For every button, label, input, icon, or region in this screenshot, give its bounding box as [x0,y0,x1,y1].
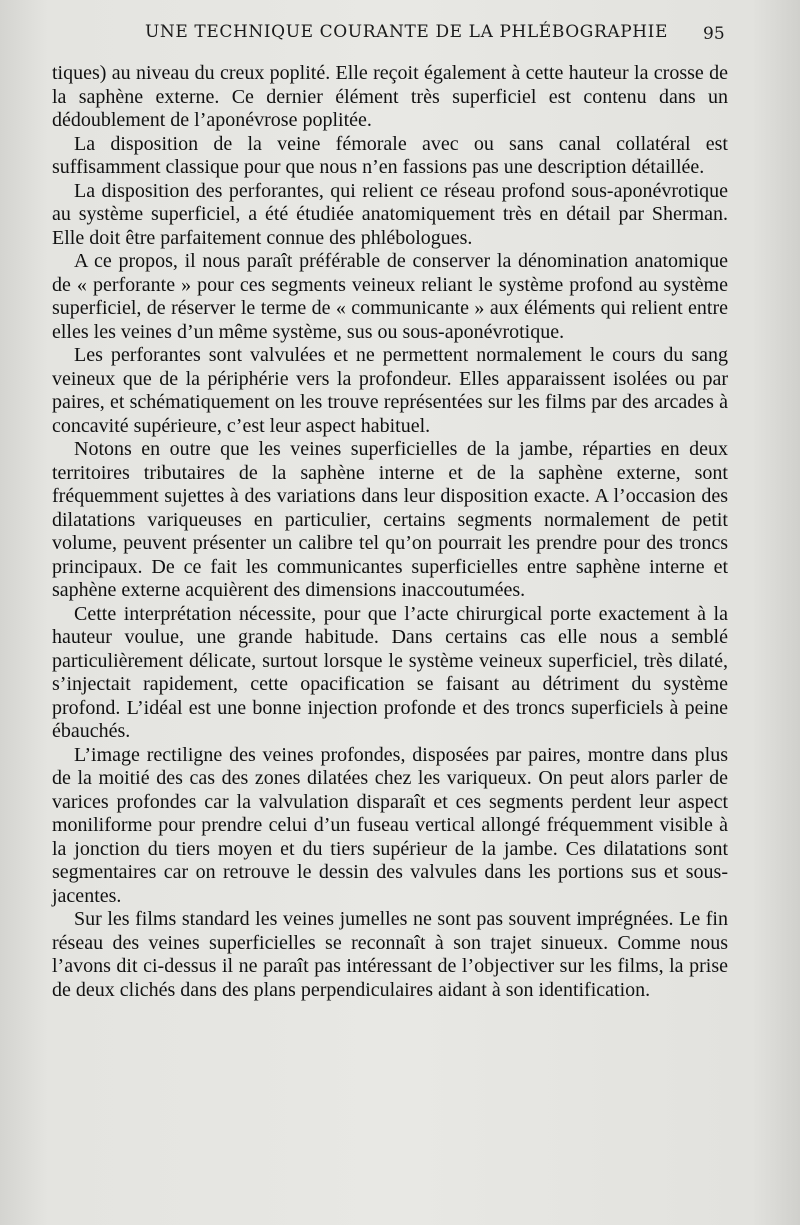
paragraph-6: Notons en outre que les veines superficielles de la jambe, réparties en deux territoires tributaires de la saphène interne et de la saphène externe, sont fréquemment sujettes à des variations dans leur disposition exacte. A l’occasion des dilatations variqueuses en particulier, certains segments normalement de petit volume, peuvent présenter un calibre tel qu’on pourrait les prendre pour des troncs principaux. De ce fait les communicantes superficielles entre saphène interne et saphène externe acquièrent des dimensions inaccoutumées. [52,438,728,601]
page-number: 95 [703,24,725,44]
page-header [0,20,800,50]
paragraph-1: tiques) au niveau du creux poplité. Elle reçoit également à cette hauteur la crosse de la saphène externe. Ce dernier élément très superficiel est contenu dans un dédoublement de l’aponévrose poplitée. [52,62,728,131]
paragraph-5: Les perforantes sont valvulées et ne permettent normalement le cours du sang veineux que de la périphérie vers la profondeur. Elles apparaissent isolées ou par paires, et schématiquement on les trouve représentées sur les films par des arcades à concavité supérieure, c’est leur aspect habituel. [52,344,728,437]
paragraph-4: A ce propos, il nous paraît préférable de conserver la dénomination anatomique de « perforante » pour ces segments veineux reliant le système profond au système superficiel, de réserver le terme de « communicante » aux éléments qui relient entre elles les veines d’un même système, sus ou sous-aponévrotique. [52,250,728,343]
body-text [52,62,728,1002]
paragraph-8: L’image rectiligne des veines profondes, disposées par paires, montre dans plus de la moitié des cas des zones dilatées chez les variqueux. On peut alors parler de varices profondes car la valvulation disparaît et ces segments perdent leur aspect moniliforme pour prendre celui d’un fuseau vertical allongé fréquemment visible à la jonction du tiers moyen et du tiers supérieur de la jambe. Ces dilatations sont segmentaires car on retrouve le dessin des valvules dans les portions sus et sous-jacentes. [52,743,728,907]
paragraph-3: La disposition des perforantes, qui relient ce réseau profond sous-aponévrotique au système superficiel, a été étudiée anatomiquement très en détail par Sherman. Elle doit être parfaitement connue des phlébologues. [52,179,728,249]
paragraph-9: Sur les films standard les veines jumelles ne sont pas souvent imprégnées. Le fin réseau des veines superficielles se reconnaît à son trajet sinueux. Comme nous l’avons dit ci-dessus il ne paraît pas intéressant de l’objectiver sur les films, la prise de deux clichés dans des plans perpendiculaires aidant à son identification. [52,908,728,1001]
paragraph-2: La disposition de la veine fémorale avec ou sans canal collatéral est suffisamment classique pour que nous n’en fassions pas une description détaillée. [52,132,728,178]
running-title: UNE TECHNIQUE COURANTE DE LA PHLÉBOGRAPHIE [145,22,669,42]
paragraph-7: Cette interprétation nécessite, pour que l’acte chirurgical porte exactement à la hauteur voulue, une grande habitude. Dans certains cas elle nous a semblé particulièrement délicate, surtout lorsque le système veineux superficiel, très dilaté, s’injectait rapidement, cette opacification se faisant au détriment du système profond. L’idéal est une bonne injection profonde et des troncs superficiels à peine ébauchés. [52,602,728,742]
